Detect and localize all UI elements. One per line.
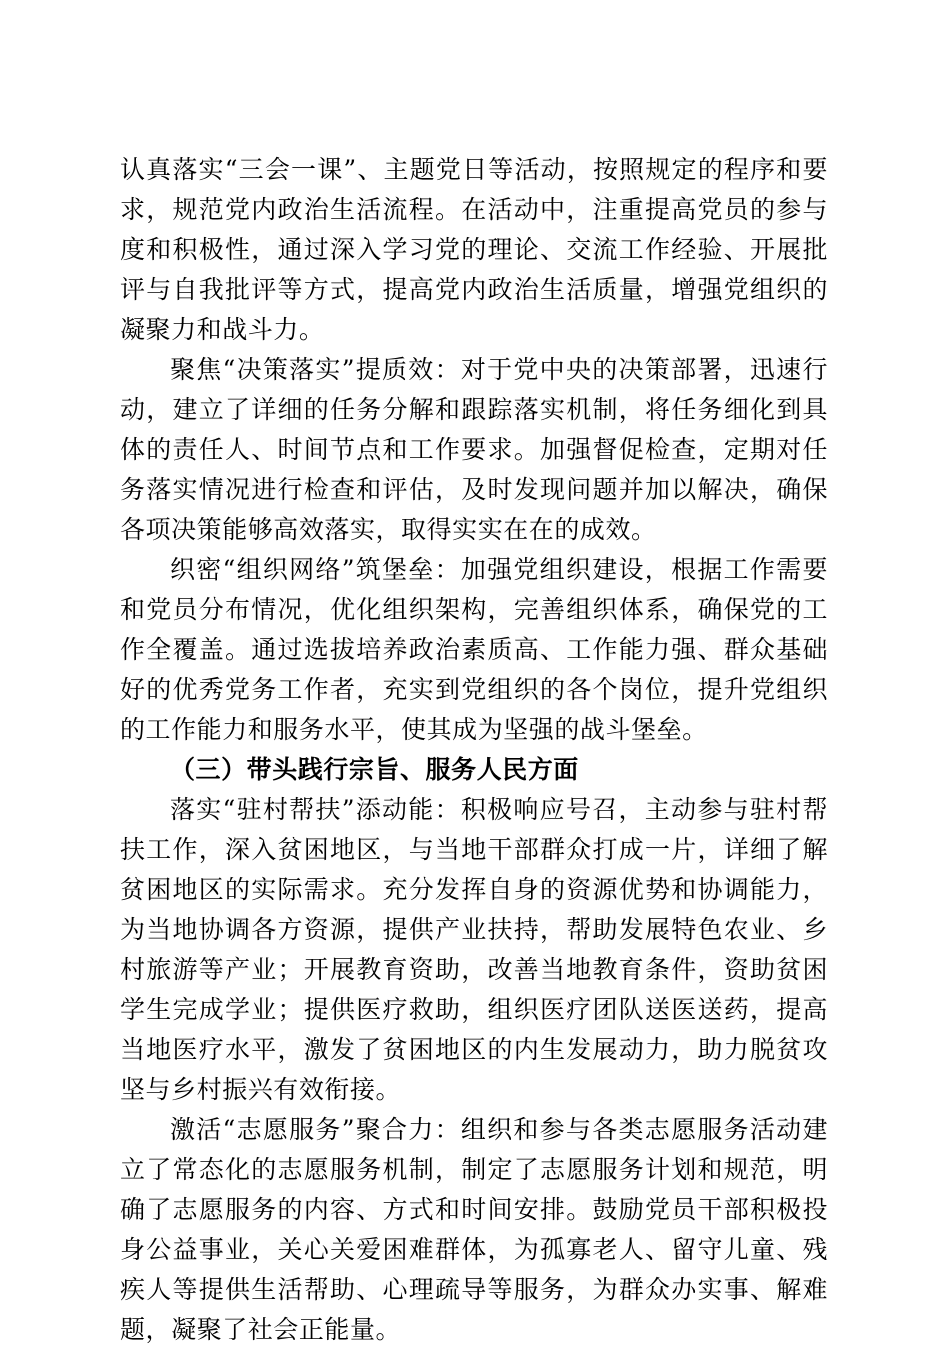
section-heading-serve-people: （三）带头践行宗旨、服务人民方面 (170, 755, 579, 784)
paragraph-party-life-continued: 认真落实“三会一课”、主题党日等活动，按照规定的程序和要求，规范党内政治生活流程。在活动中，注重提高党员的参与度和积极性，通过深入学习党的理论、交流工作经验、开展批评与自我批评等方式，提高党内政治生活质量，增强党组织的凝聚力和战斗力。 (120, 155, 828, 344)
paragraph-volunteer-service: 激活“志愿服务”聚合力：组织和参与各类志愿服务活动建立了常态化的志愿服务机制，制定了志愿服务计划和规范，明确了志愿服务的内容、方式和时间安排。鼓励党员干部积极投身公益事业，关心关爱困难群体，为孤寡老人、留守儿童、残疾人等提供生活帮助、心理疏导等服务，为群众办实事、解难题，凝聚了社会正能量。 (120, 1115, 828, 1344)
document-body (120, 150, 828, 1350)
paragraph-village-assistance: 落实“驻村帮扶”添动能：积极响应号召，主动参与驻村帮扶工作，深入贫困地区，与当地干部群众打成一片，详细了解贫困地区的实际需求。充分发挥自身的资源优势和协调能力，为当地协调各方资源，提供产业扶持，帮助发展特色农业、乡村旅游等产业；开展教育资助，改善当地教育条件，资助贫困学生完成学业；提供医疗救助，组织医疗团队送医送药，提高当地医疗水平，激发了贫困地区的内生发展动力，助力脱贫攻坚与乡村振兴有效衔接。 (120, 795, 828, 1104)
paragraph-organization-network: 织密“组织网络”筑堡垒：加强党组织建设，根据工作需要和党员分布情况，优化组织架构，完善组织体系，确保党的工作全覆盖。通过选拔培养政治素质高、工作能力强、群众基础好的优秀党务工作者，充实到党组织的各个岗位，提升党组织的工作能力和服务水平，使其成为坚强的战斗堡垒。 (120, 555, 828, 744)
paragraph-decision-implementation: 聚焦“决策落实”提质效：对于党中央的决策部署，迅速行动，建立了详细的任务分解和跟踪落实机制，将任务细化到具体的责任人、时间节点和工作要求。加强督促检查，定期对任务落实情况进行检查和评估，及时发现问题并加以解决，确保各项决策能够高效落实，取得实实在在的成效。 (120, 355, 828, 544)
